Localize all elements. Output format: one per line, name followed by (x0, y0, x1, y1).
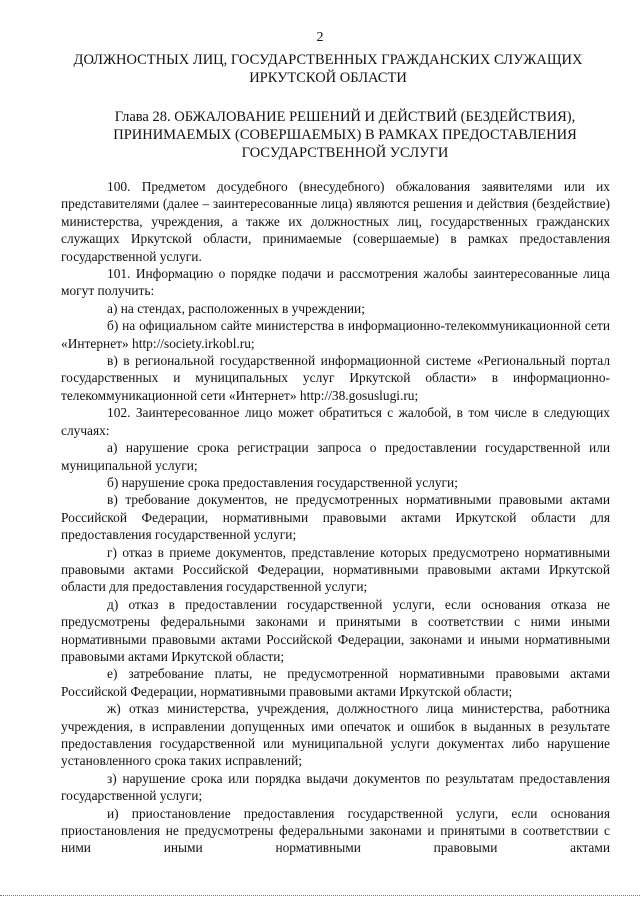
paragraph-101: 101. Информацию о порядке подачи и рассмотрения жалобы заинтересованные лица могут получить: (61, 266, 610, 299)
paragraph-101-b: б) на официальном сайте министерства в информационно-телекоммуникационной сети «Интернет» http://society.irkobl.ru; (61, 318, 610, 351)
paragraph-102-zh: ж) отказ министерства, учреждения, должностного лица министерства, работника учреждения, в исправлении допущенных ими опечаток и ошибок в выданных в результате предоставления государственной или муниципальной услуги документах либо нарушение установленного срока таких исправлений; (61, 701, 610, 769)
paragraph-102-g: г) отказ в приеме документов, представление которых предусмотрено нормативными правовыми актами Российской Федерации, нормативными правовыми актами Иркутской области для предоставления государственной услуги; (61, 544, 610, 595)
paragraph-102-v: в) требование документов, не предусмотренных нормативными правовыми актами Российской Федерации, нормативными правовыми актами Иркутской области для предоставления государственной услуги; (61, 492, 610, 543)
paragraph-102-z: з) нарушение срока или порядка выдачи документов по результатам предоставления государственной услуги; (61, 770, 610, 804)
paragraph-102-d: д) отказ в предоставлении государственной услуги, если основания отказа не предусмотрены федеральными законами и принятыми в соответствии с ними иными нормативными правовыми актами Российской Федерации, законами и иными нормативными правовыми актами Иркутской области; (61, 596, 610, 664)
document-body (61, 178, 610, 857)
page-number: 2 (316, 30, 324, 45)
paragraph-101-v: в) в региональной государственной информационной системе «Региональный портал государственных и муниципальных услуг Иркутской области» в информационно-телекоммуникационной сети «Интернет» http://38.gosuslugi.ru; (61, 353, 610, 403)
section-heading-continuation: ДОЛЖНОСТНЫХ ЛИЦ, ГОСУДАРСТВЕННЫХ ГРАЖДАНСКИХ СЛУЖАЩИХ ИРКУТСКОЙ ОБЛАСТИ (73, 52, 583, 86)
chapter-title: Глава 28. ОБЖАЛОВАНИЕ РЕШЕНИЙ И ДЕЙСТВИЙ (БЕЗДЕЙСТВИЯ), ПРИНИМАЕМЫХ (СОВЕРШАЕМЫХ) В РАМКАХ ПРЕДОСТАВЛЕНИЯ ГОСУДАРСТВЕННОЙ УСЛУГИ (113, 109, 577, 161)
paragraph-102-i: и) приостановление предоставления государственной услуги, если основания приостановления не предусмотрены федеральными законами и принятыми в соответствии с ними иными нормативными правовыми актами (61, 805, 610, 856)
paragraph-101-a: а) на стендах, расположенных в учреждении; (107, 300, 365, 316)
paragraph-102-b: б) нарушение срока предоставления государственной услуги; (107, 474, 458, 490)
paragraph-102-e: е) затребование платы, не предусмотренной нормативными правовыми актами Российской Федерации, нормативными правовыми актами Иркутской области; (61, 666, 610, 699)
paragraph-102-a: а) нарушение срока регистрации запроса о предоставлении государственной или муниципальной услуги; (61, 440, 610, 473)
paragraph-102: 102. Заинтересованное лицо может обратиться с жалобой, в том числе в следующих случаях: (61, 405, 610, 438)
scan-bottom-edge (0, 895, 640, 896)
paragraph-100: 100. Предметом досудебного (внесудебного) обжалования заявителями или их представителями (далее – заинтересованные лица) являются решения и действия (бездействие) министерства, учреждения, а также их должностных лиц, государственных гражданских служащих Иркутской области, принимаемые (совершаемые) в рамках предоставления государственной услуги. (61, 179, 610, 264)
